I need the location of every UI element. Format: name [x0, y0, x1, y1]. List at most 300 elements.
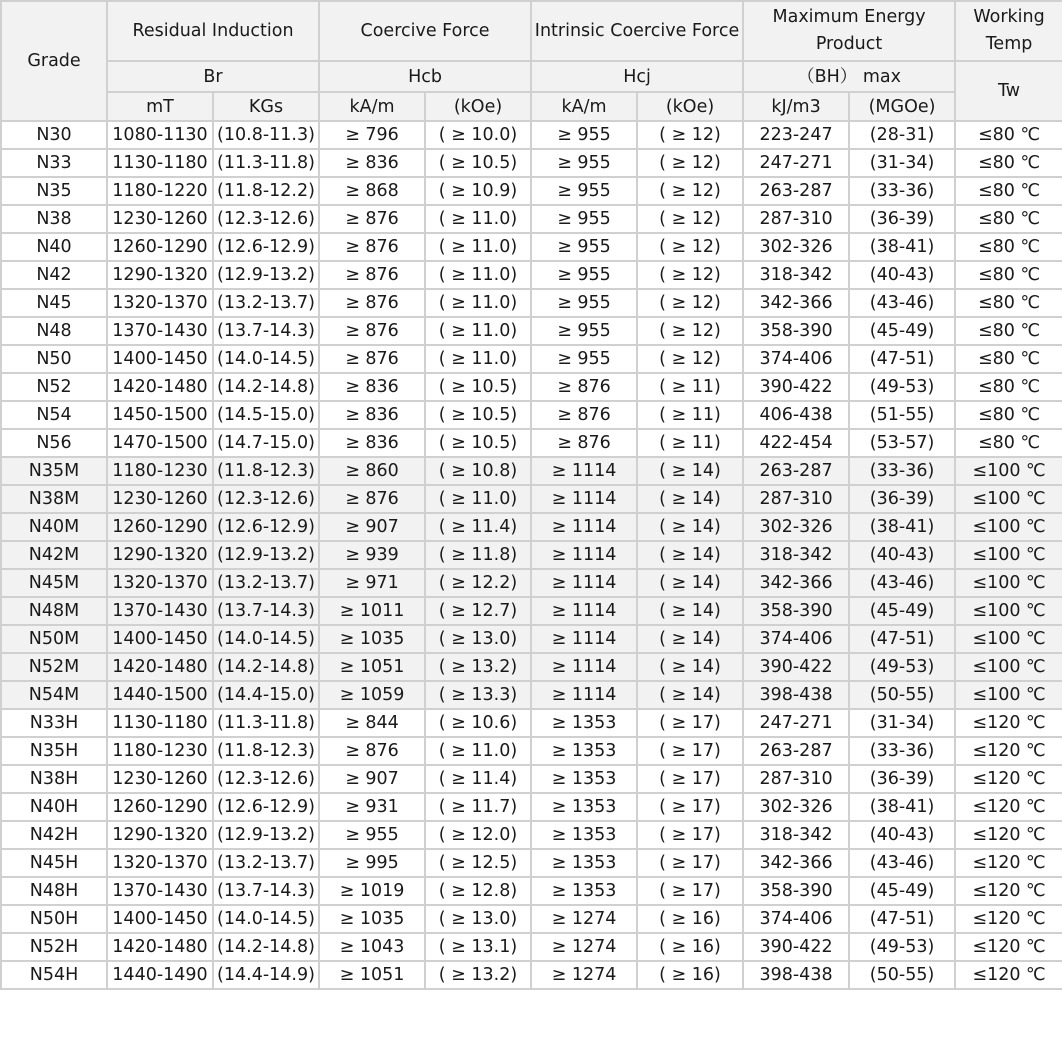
cell-bh-kjm3: 342-366 [743, 569, 849, 597]
cell-hcb-koe: ( ≥ 13.0) [425, 625, 531, 653]
cell-hcj-kam: ≥ 1353 [531, 793, 637, 821]
cell-hcj-koe: ( ≥ 17) [637, 877, 743, 905]
cell-br-kgs: (13.2-13.7) [213, 569, 319, 597]
cell-bh-kjm3: 302-326 [743, 793, 849, 821]
cell-tw: ≤120 ℃ [955, 933, 1062, 961]
cell-hcb-kam: ≥ 995 [319, 849, 425, 877]
cell-tw: ≤100 ℃ [955, 569, 1062, 597]
cell-bh-kjm3: 263-287 [743, 457, 849, 485]
header-coercive-force: Coercive Force [319, 1, 531, 61]
cell-tw: ≤80 ℃ [955, 177, 1062, 205]
table-row [1, 625, 1062, 653]
cell-bh-kjm3: 247-271 [743, 149, 849, 177]
cell-hcj-kam: ≥ 1353 [531, 765, 637, 793]
header-residual-induction: Residual Induction [107, 1, 319, 61]
cell-br-kgs: (14.2-14.8) [213, 653, 319, 681]
cell-tw: ≤120 ℃ [955, 709, 1062, 737]
cell-br-mt: 1420-1480 [107, 933, 213, 961]
cell-tw: ≤100 ℃ [955, 653, 1062, 681]
cell-tw: ≤120 ℃ [955, 877, 1062, 905]
cell-bh-mgoe: (33-36) [849, 737, 955, 765]
cell-hcj-kam: ≥ 876 [531, 373, 637, 401]
cell-tw: ≤100 ℃ [955, 541, 1062, 569]
cell-br-mt: 1180-1230 [107, 737, 213, 765]
cell-hcb-kam: ≥ 836 [319, 401, 425, 429]
cell-tw: ≤80 ℃ [955, 233, 1062, 261]
cell-hcj-kam: ≥ 1353 [531, 877, 637, 905]
cell-br-mt: 1230-1260 [107, 765, 213, 793]
cell-br-kgs: (14.2-14.8) [213, 373, 319, 401]
cell-bh-kjm3: 342-366 [743, 849, 849, 877]
cell-hcb-koe: ( ≥ 12.7) [425, 597, 531, 625]
table-body [1, 121, 1062, 989]
cell-hcj-kam: ≥ 1114 [531, 625, 637, 653]
cell-bh-mgoe: (38-41) [849, 793, 955, 821]
cell-hcb-kam: ≥ 1019 [319, 877, 425, 905]
cell-bh-kjm3: 398-438 [743, 961, 849, 989]
table-row [1, 681, 1062, 709]
table-row [1, 541, 1062, 569]
cell-hcj-koe: ( ≥ 12) [637, 317, 743, 345]
cell-br-mt: 1230-1260 [107, 205, 213, 233]
cell-hcb-koe: ( ≥ 11.0) [425, 737, 531, 765]
cell-br-mt: 1370-1430 [107, 317, 213, 345]
cell-hcb-koe: ( ≥ 11.0) [425, 233, 531, 261]
cell-br-mt: 1180-1230 [107, 457, 213, 485]
cell-grade: N54M [1, 681, 107, 709]
cell-hcb-kam: ≥ 1035 [319, 905, 425, 933]
cell-bh-mgoe: (40-43) [849, 541, 955, 569]
cell-hcb-koe: ( ≥ 10.5) [425, 429, 531, 457]
cell-bh-kjm3: 287-310 [743, 485, 849, 513]
cell-hcj-koe: ( ≥ 14) [637, 541, 743, 569]
cell-bh-kjm3: 302-326 [743, 513, 849, 541]
cell-hcj-kam: ≥ 1114 [531, 457, 637, 485]
cell-hcj-koe: ( ≥ 17) [637, 849, 743, 877]
cell-hcj-kam: ≥ 1114 [531, 569, 637, 597]
cell-bh-mgoe: (43-46) [849, 289, 955, 317]
cell-hcj-koe: ( ≥ 14) [637, 569, 743, 597]
cell-hcj-kam: ≥ 1353 [531, 849, 637, 877]
table-row [1, 933, 1062, 961]
cell-hcj-kam: ≥ 955 [531, 289, 637, 317]
table-row [1, 597, 1062, 625]
cell-hcb-kam: ≥ 876 [319, 317, 425, 345]
cell-br-kgs: (12.3-12.6) [213, 205, 319, 233]
cell-br-kgs: (11.8-12.3) [213, 737, 319, 765]
cell-hcj-koe: ( ≥ 12) [637, 233, 743, 261]
cell-bh-kjm3: 223-247 [743, 121, 849, 149]
cell-hcj-koe: ( ≥ 14) [637, 485, 743, 513]
cell-br-kgs: (13.7-14.3) [213, 597, 319, 625]
cell-hcb-kam: ≥ 844 [319, 709, 425, 737]
cell-bh-kjm3: 374-406 [743, 905, 849, 933]
cell-tw: ≤100 ℃ [955, 513, 1062, 541]
cell-br-mt: 1400-1450 [107, 905, 213, 933]
cell-br-mt: 1370-1430 [107, 597, 213, 625]
cell-br-kgs: (13.7-14.3) [213, 317, 319, 345]
cell-hcb-koe: ( ≥ 10.0) [425, 121, 531, 149]
cell-bh-mgoe: (43-46) [849, 849, 955, 877]
cell-bh-kjm3: 247-271 [743, 709, 849, 737]
table-header [1, 1, 1062, 121]
cell-grade: N33H [1, 709, 107, 737]
cell-hcb-koe: ( ≥ 13.0) [425, 905, 531, 933]
cell-br-mt: 1320-1370 [107, 569, 213, 597]
cell-bh-mgoe: (49-53) [849, 373, 955, 401]
cell-hcb-koe: ( ≥ 12.5) [425, 849, 531, 877]
cell-br-mt: 1130-1180 [107, 709, 213, 737]
cell-hcb-kam: ≥ 796 [319, 121, 425, 149]
cell-br-mt: 1230-1260 [107, 485, 213, 513]
cell-br-kgs: (13.2-13.7) [213, 849, 319, 877]
cell-hcb-koe: ( ≥ 13.3) [425, 681, 531, 709]
cell-hcj-kam: ≥ 955 [531, 317, 637, 345]
cell-tw: ≤120 ℃ [955, 737, 1062, 765]
cell-hcb-koe: ( ≥ 10.8) [425, 457, 531, 485]
table-row [1, 513, 1062, 541]
cell-tw: ≤120 ℃ [955, 793, 1062, 821]
cell-hcb-koe: ( ≥ 11.0) [425, 289, 531, 317]
cell-tw: ≤120 ℃ [955, 905, 1062, 933]
cell-br-mt: 1260-1290 [107, 513, 213, 541]
cell-tw: ≤80 ℃ [955, 373, 1062, 401]
cell-hcb-kam: ≥ 939 [319, 541, 425, 569]
cell-bh-kjm3: 358-390 [743, 877, 849, 905]
cell-hcb-kam: ≥ 1051 [319, 653, 425, 681]
cell-br-kgs: (11.3-11.8) [213, 149, 319, 177]
cell-br-kgs: (12.3-12.6) [213, 485, 319, 513]
header-intrinsic-coercive-force: Intrinsic Coercive Force [531, 1, 743, 61]
table-row [1, 205, 1062, 233]
cell-bh-mgoe: (49-53) [849, 653, 955, 681]
cell-bh-mgoe: (36-39) [849, 485, 955, 513]
cell-br-kgs: (10.8-11.3) [213, 121, 319, 149]
table-row [1, 233, 1062, 261]
cell-hcb-kam: ≥ 1059 [319, 681, 425, 709]
cell-grade: N30 [1, 121, 107, 149]
cell-grade: N56 [1, 429, 107, 457]
cell-grade: N33 [1, 149, 107, 177]
cell-bh-kjm3: 374-406 [743, 345, 849, 373]
cell-br-mt: 1290-1320 [107, 821, 213, 849]
cell-hcj-koe: ( ≥ 11) [637, 401, 743, 429]
cell-bh-kjm3: 342-366 [743, 289, 849, 317]
table-row [1, 429, 1062, 457]
cell-hcb-koe: ( ≥ 11.4) [425, 513, 531, 541]
cell-tw: ≤80 ℃ [955, 289, 1062, 317]
cell-bh-mgoe: (45-49) [849, 877, 955, 905]
cell-grade: N40 [1, 233, 107, 261]
cell-br-mt: 1130-1180 [107, 149, 213, 177]
header-max-energy-product: Maximum Energy Product [743, 1, 955, 61]
cell-tw: ≤80 ℃ [955, 205, 1062, 233]
unit-header: kA/m [319, 92, 425, 121]
cell-bh-mgoe: (38-41) [849, 513, 955, 541]
cell-hcb-koe: ( ≥ 10.5) [425, 149, 531, 177]
cell-br-kgs: (14.5-15.0) [213, 401, 319, 429]
cell-hcb-koe: ( ≥ 10.5) [425, 373, 531, 401]
cell-bh-mgoe: (33-36) [849, 457, 955, 485]
cell-hcj-koe: ( ≥ 12) [637, 149, 743, 177]
cell-hcj-kam: ≥ 1114 [531, 513, 637, 541]
table-row [1, 317, 1062, 345]
header-hcj: Hcj [531, 61, 743, 92]
cell-hcj-koe: ( ≥ 16) [637, 961, 743, 989]
cell-grade: N52M [1, 653, 107, 681]
cell-hcb-koe: ( ≥ 11.0) [425, 345, 531, 373]
cell-tw: ≤80 ℃ [955, 261, 1062, 289]
cell-hcb-kam: ≥ 1035 [319, 625, 425, 653]
cell-hcb-kam: ≥ 1051 [319, 961, 425, 989]
cell-hcb-kam: ≥ 836 [319, 149, 425, 177]
cell-grade: N35M [1, 457, 107, 485]
cell-hcb-kam: ≥ 971 [319, 569, 425, 597]
cell-grade: N45M [1, 569, 107, 597]
cell-grade: N38M [1, 485, 107, 513]
table-row [1, 877, 1062, 905]
cell-br-kgs: (12.9-13.2) [213, 261, 319, 289]
cell-hcb-koe: ( ≥ 13.2) [425, 961, 531, 989]
cell-hcb-kam: ≥ 836 [319, 373, 425, 401]
cell-br-mt: 1400-1450 [107, 345, 213, 373]
cell-hcj-kam: ≥ 1114 [531, 653, 637, 681]
table-row [1, 177, 1062, 205]
table-row [1, 261, 1062, 289]
cell-br-mt: 1470-1500 [107, 429, 213, 457]
cell-grade: N42 [1, 261, 107, 289]
cell-hcj-kam: ≥ 1353 [531, 709, 637, 737]
cell-hcj-koe: ( ≥ 14) [637, 597, 743, 625]
table-row [1, 709, 1062, 737]
cell-hcj-kam: ≥ 955 [531, 233, 637, 261]
cell-bh-mgoe: (33-36) [849, 177, 955, 205]
cell-bh-kjm3: 422-454 [743, 429, 849, 457]
header-br: Br [107, 61, 319, 92]
cell-tw: ≤100 ℃ [955, 681, 1062, 709]
cell-hcb-koe: ( ≥ 11.0) [425, 317, 531, 345]
cell-hcb-kam: ≥ 876 [319, 289, 425, 317]
cell-grade: N35H [1, 737, 107, 765]
cell-br-mt: 1440-1490 [107, 961, 213, 989]
cell-hcb-kam: ≥ 1011 [319, 597, 425, 625]
cell-tw: ≤120 ℃ [955, 765, 1062, 793]
cell-hcj-kam: ≥ 1274 [531, 905, 637, 933]
cell-tw: ≤100 ℃ [955, 457, 1062, 485]
cell-hcj-kam: ≥ 876 [531, 401, 637, 429]
cell-bh-mgoe: (45-49) [849, 597, 955, 625]
cell-grade: N50 [1, 345, 107, 373]
cell-br-mt: 1320-1370 [107, 289, 213, 317]
table-row [1, 373, 1062, 401]
cell-bh-kjm3: 358-390 [743, 597, 849, 625]
cell-hcb-kam: ≥ 876 [319, 205, 425, 233]
cell-br-mt: 1420-1480 [107, 373, 213, 401]
table-row [1, 149, 1062, 177]
cell-hcj-kam: ≥ 1274 [531, 961, 637, 989]
cell-hcj-koe: ( ≥ 17) [637, 765, 743, 793]
table-row [1, 401, 1062, 429]
cell-hcj-kam: ≥ 1353 [531, 821, 637, 849]
cell-hcb-kam: ≥ 860 [319, 457, 425, 485]
cell-hcj-kam: ≥ 955 [531, 205, 637, 233]
cell-bh-kjm3: 302-326 [743, 233, 849, 261]
cell-br-mt: 1260-1290 [107, 233, 213, 261]
cell-br-mt: 1180-1220 [107, 177, 213, 205]
cell-bh-kjm3: 390-422 [743, 653, 849, 681]
cell-br-kgs: (14.0-14.5) [213, 905, 319, 933]
cell-bh-kjm3: 390-422 [743, 933, 849, 961]
cell-hcj-kam: ≥ 955 [531, 261, 637, 289]
table-row [1, 905, 1062, 933]
cell-bh-kjm3: 406-438 [743, 401, 849, 429]
cell-br-mt: 1260-1290 [107, 793, 213, 821]
cell-hcb-kam: ≥ 876 [319, 737, 425, 765]
cell-tw: ≤120 ℃ [955, 821, 1062, 849]
cell-hcj-kam: ≥ 1114 [531, 681, 637, 709]
table-row [1, 821, 1062, 849]
table-row [1, 485, 1062, 513]
cell-grade: N35 [1, 177, 107, 205]
cell-br-mt: 1370-1430 [107, 877, 213, 905]
cell-hcj-kam: ≥ 1114 [531, 485, 637, 513]
cell-bh-mgoe: (47-51) [849, 625, 955, 653]
cell-hcb-koe: ( ≥ 11.0) [425, 205, 531, 233]
cell-br-mt: 1320-1370 [107, 849, 213, 877]
cell-hcj-koe: ( ≥ 12) [637, 177, 743, 205]
cell-grade: N40H [1, 793, 107, 821]
cell-tw: ≤120 ℃ [955, 961, 1062, 989]
cell-hcj-koe: ( ≥ 14) [637, 625, 743, 653]
cell-br-mt: 1420-1480 [107, 653, 213, 681]
cell-tw: ≤80 ℃ [955, 429, 1062, 457]
cell-hcj-koe: ( ≥ 17) [637, 709, 743, 737]
unit-header: mT [107, 92, 213, 121]
cell-tw: ≤80 ℃ [955, 317, 1062, 345]
cell-hcb-koe: ( ≥ 10.5) [425, 401, 531, 429]
cell-br-mt: 1450-1500 [107, 401, 213, 429]
cell-hcj-koe: ( ≥ 11) [637, 373, 743, 401]
cell-hcj-kam: ≥ 1353 [531, 737, 637, 765]
cell-grade: N52 [1, 373, 107, 401]
cell-grade: N52H [1, 933, 107, 961]
cell-tw: ≤80 ℃ [955, 401, 1062, 429]
cell-bh-mgoe: (47-51) [849, 345, 955, 373]
cell-br-kgs: (14.2-14.8) [213, 933, 319, 961]
cell-hcb-koe: ( ≥ 12.0) [425, 821, 531, 849]
unit-header: kJ/m3 [743, 92, 849, 121]
cell-hcj-koe: ( ≥ 14) [637, 653, 743, 681]
cell-br-kgs: (14.4-15.0) [213, 681, 319, 709]
cell-hcj-koe: ( ≥ 11) [637, 429, 743, 457]
cell-hcj-koe: ( ≥ 12) [637, 289, 743, 317]
cell-hcb-kam: ≥ 876 [319, 345, 425, 373]
cell-br-kgs: (14.4-14.9) [213, 961, 319, 989]
header-grade: Grade [1, 1, 107, 121]
cell-grade: N38 [1, 205, 107, 233]
cell-hcj-kam: ≥ 876 [531, 429, 637, 457]
cell-tw: ≤80 ℃ [955, 121, 1062, 149]
cell-bh-mgoe: (45-49) [849, 317, 955, 345]
cell-br-kgs: (11.8-12.2) [213, 177, 319, 205]
cell-hcj-koe: ( ≥ 17) [637, 737, 743, 765]
unit-header: KGs [213, 92, 319, 121]
cell-grade: N48H [1, 877, 107, 905]
cell-grade: N50H [1, 905, 107, 933]
cell-hcb-koe: ( ≥ 13.1) [425, 933, 531, 961]
cell-br-kgs: (13.7-14.3) [213, 877, 319, 905]
cell-grade: N42M [1, 541, 107, 569]
table-row [1, 457, 1062, 485]
cell-hcj-kam: ≥ 1114 [531, 541, 637, 569]
cell-bh-kjm3: 318-342 [743, 261, 849, 289]
cell-grade: N54H [1, 961, 107, 989]
cell-hcb-koe: ( ≥ 11.7) [425, 793, 531, 821]
cell-hcj-koe: ( ≥ 12) [637, 121, 743, 149]
unit-header: (kOe) [637, 92, 743, 121]
cell-bh-mgoe: (38-41) [849, 233, 955, 261]
table-row [1, 569, 1062, 597]
cell-tw: ≤100 ℃ [955, 625, 1062, 653]
cell-br-kgs: (12.9-13.2) [213, 821, 319, 849]
cell-tw: ≤100 ℃ [955, 485, 1062, 513]
table-row [1, 737, 1062, 765]
cell-br-mt: 1080-1130 [107, 121, 213, 149]
cell-hcb-kam: ≥ 876 [319, 233, 425, 261]
cell-tw: ≤80 ℃ [955, 345, 1062, 373]
cell-br-kgs: (12.6-12.9) [213, 233, 319, 261]
cell-hcj-koe: ( ≥ 12) [637, 345, 743, 373]
cell-hcj-koe: ( ≥ 14) [637, 513, 743, 541]
cell-hcj-koe: ( ≥ 14) [637, 457, 743, 485]
cell-hcj-koe: ( ≥ 14) [637, 681, 743, 709]
header-bh-max: （BH） max [743, 61, 955, 92]
cell-br-kgs: (11.8-12.3) [213, 457, 319, 485]
table-row [1, 765, 1062, 793]
cell-bh-kjm3: 287-310 [743, 765, 849, 793]
unit-header: kA/m [531, 92, 637, 121]
cell-br-kgs: (12.3-12.6) [213, 765, 319, 793]
cell-hcb-koe: ( ≥ 11.8) [425, 541, 531, 569]
cell-hcb-koe: ( ≥ 11.0) [425, 485, 531, 513]
cell-br-mt: 1290-1320 [107, 541, 213, 569]
cell-tw: ≤120 ℃ [955, 849, 1062, 877]
cell-br-mt: 1440-1500 [107, 681, 213, 709]
cell-hcj-koe: ( ≥ 16) [637, 933, 743, 961]
cell-hcb-kam: ≥ 907 [319, 765, 425, 793]
cell-grade: N48M [1, 597, 107, 625]
cell-hcj-kam: ≥ 1114 [531, 597, 637, 625]
cell-bh-mgoe: (36-39) [849, 205, 955, 233]
table-row [1, 793, 1062, 821]
cell-bh-mgoe: (50-55) [849, 681, 955, 709]
cell-br-kgs: (14.0-14.5) [213, 345, 319, 373]
cell-hcb-koe: ( ≥ 11.4) [425, 765, 531, 793]
cell-br-kgs: (14.7-15.0) [213, 429, 319, 457]
cell-br-kgs: (12.6-12.9) [213, 513, 319, 541]
cell-hcj-kam: ≥ 955 [531, 121, 637, 149]
cell-hcb-koe: ( ≥ 10.9) [425, 177, 531, 205]
cell-bh-kjm3: 263-287 [743, 177, 849, 205]
cell-grade: N40M [1, 513, 107, 541]
cell-bh-mgoe: (28-31) [849, 121, 955, 149]
cell-hcb-kam: ≥ 868 [319, 177, 425, 205]
cell-bh-mgoe: (40-43) [849, 821, 955, 849]
cell-hcb-kam: ≥ 955 [319, 821, 425, 849]
unit-header: (MGOe) [849, 92, 955, 121]
cell-bh-kjm3: 390-422 [743, 373, 849, 401]
cell-grade: N45 [1, 289, 107, 317]
